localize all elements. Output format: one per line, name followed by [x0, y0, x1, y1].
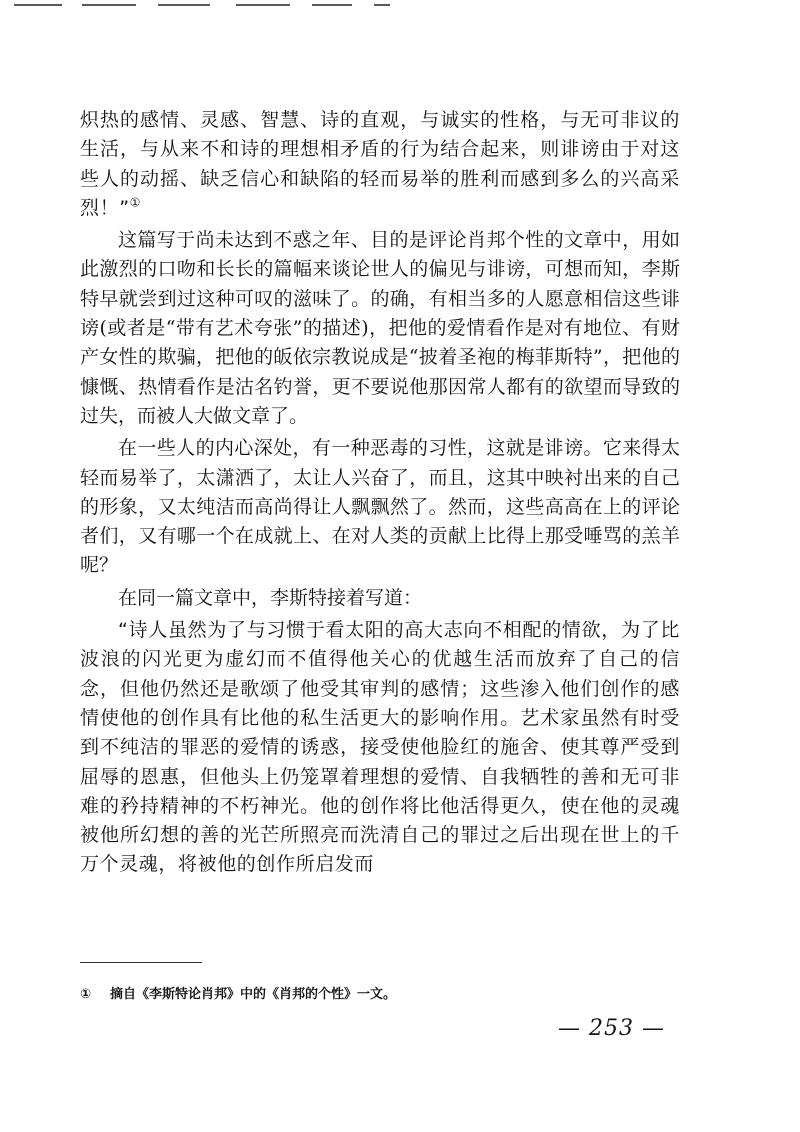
top-rule-segment [374, 4, 390, 6]
paragraph-intro: 在同一篇文章中，李斯特接着写道： [118, 586, 423, 609]
paragraph-quote-ending [80, 106, 680, 223]
footnote-text: 摘自《李斯特论肖邦》中的《肖邦的个性》一文。 [110, 987, 397, 1002]
top-rule-segment [312, 4, 352, 6]
top-rule-segment [14, 4, 62, 6]
footnote-divider [80, 962, 202, 963]
footnote-mark: ① [80, 987, 92, 1002]
paragraph-commentary: 这篇写于尚未达到不惑之年、目的是评论肖邦个性的文章中，用如此激烈的口吻和长长的篇幅来谈论世人的偏见与诽谤，可想而知，李斯特早就尝到过这种可叹的滋味了。的确，有相当多的人愿意相信这些诽谤(或者是“带有艺术夸张”的描述)，把他的爱情看作是对有地位、有财产女性的欺骗，把他的皈依宗教说成是“披着圣袍的梅菲斯特”，把他的慷慨、热情看作是沽名钓誉，更不要说他那因常人都有的欲望而导致的过失，而被人大做文章了。 [80, 229, 680, 427]
paragraph-quote: “诗人虽然为了与习惯于看太阳的高大志向不相配的情欲，为了比波浪的闪光更为虚幻而不值得他关心的优越生活而放弃了自己的信念，但他仍然还是歌颂了他受其审判的感情；这些渗入他们创作的感情使他的创作具有比他的私生活更大的影响作用。艺术家虽然有时受到不纯洁的罪恶的爱情的诱惑，接受使他脸红的施舍、使其尊严受到屈辱的恩惠，但他头上仍笼罩着理想的爱情、自我牺牲的善和无可非难的矜持精神的不朽神光。他的创作将比他活得更久，使在他的灵魂被他所幻想的善的光芒所照亮而洗清自己的罪过之后出现在世上的千万个灵魂，将被他的创作所启发而 [80, 619, 680, 876]
footnote-reference: ① [129, 195, 142, 210]
body-text [80, 106, 680, 880]
paragraph-text: 炽热的感情、灵感、智慧、诗的直观，与诚实的性格，与无可非议的生活，与从来不和诗的理想相矛盾的行为结合起来，则诽谤由于对这些人的动摇、缺乏信心和缺陷的轻而易举的胜利而感到多么的兴高采烈！” [80, 109, 680, 219]
top-rule-segment [236, 4, 290, 6]
page-number: — 253 — [558, 1016, 665, 1041]
top-rule-segment [158, 4, 210, 6]
top-rule-segment [82, 4, 136, 6]
paragraph-slander: 在一些人的内心深处，有一种恶毒的习性，这就是诽谤。它来得太轻而易举了，太潇洒了，太让人兴奋了，而且，这其中映衬出来的自己的形象，又太纯洁而高尚得让人飘飘然了。然而，这些高高在上的评论者们，又有哪一个在成就上、在对人类的贡献上比得上那受唾骂的羔羊呢？ [80, 437, 680, 577]
footnote [80, 986, 680, 1004]
